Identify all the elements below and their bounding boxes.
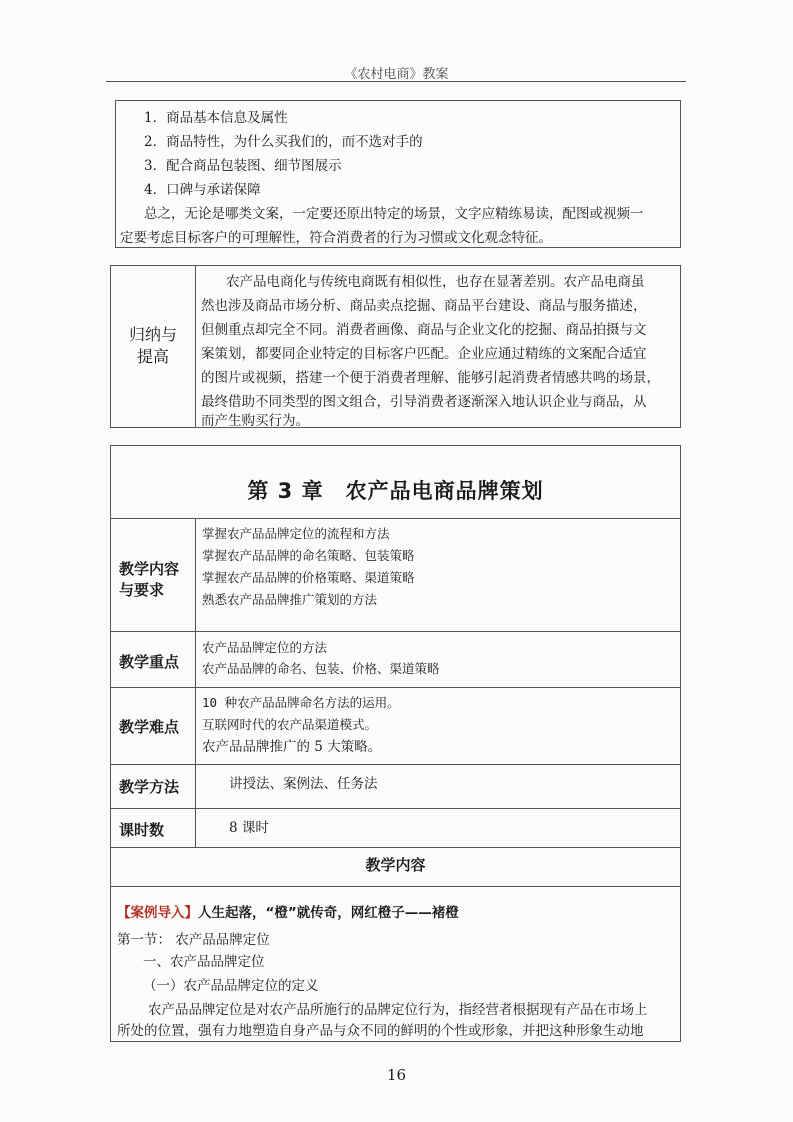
chapter-title: 第 3 章 农产品电商品牌策划 xyxy=(247,479,544,503)
list-item: 3．配合商品包装图、细节图展示 xyxy=(144,158,342,174)
row-divider xyxy=(111,808,680,809)
hours-label: 课时数 xyxy=(119,821,165,839)
focus-item: 农产品品牌定位的方法 xyxy=(202,640,328,655)
row-divider xyxy=(111,764,680,765)
list-item: 4．口碑与承诺保障 xyxy=(144,182,261,198)
conclusion-line: 最终借助不同类型的图文组合，引导消费者逐渐深入地认识企业与商品，从 xyxy=(201,394,647,410)
focus-item: 农产品品牌的命名、包装、价格、渠道策略 xyxy=(202,661,440,676)
chapter-table xyxy=(110,445,681,1042)
conclusion-divider xyxy=(195,266,196,427)
difficulty-item: 10 种农产品品牌命名方法的运用。 xyxy=(202,695,400,710)
method-value: 讲授法、案例法、任务法 xyxy=(229,776,378,792)
conclusion-line: 农产品电商化与传统电商既有相似性，也存在显著差别。农产品电商虽 xyxy=(226,274,645,290)
list-item: 2．商品特性，为什么买我们的，而不选对手的 xyxy=(144,134,423,150)
content-label-line2: 与要求 xyxy=(119,581,165,599)
row-divider xyxy=(111,518,680,519)
focus-label: 教学重点 xyxy=(119,653,180,671)
case-intro-tag: 【案例导入】 xyxy=(117,905,198,921)
case-intro xyxy=(117,901,459,921)
conclusion-line: 而产生购买行为。 xyxy=(201,413,309,429)
difficulty-label: 教学难点 xyxy=(119,718,180,736)
body-line: 农产品品牌定位是对农产品所施行的品牌定位行为，指经营者根据现有产品在市场上 xyxy=(148,1002,648,1018)
conclusion-line: 案策划，都要同企业特定的目标客户匹配。企业应通过精练的文案配合适宜 xyxy=(201,346,647,362)
row-divider xyxy=(111,886,680,887)
label-column-divider xyxy=(195,518,196,847)
conclusion-box xyxy=(110,265,681,428)
subsection-title: 一、农产品品牌定位 xyxy=(143,954,265,970)
content-item: 掌握农产品品牌的价格策略、渠道策略 xyxy=(202,570,415,585)
content-section-header: 教学内容 xyxy=(365,856,426,874)
conclusion-label xyxy=(111,324,195,368)
hours-value: 8 课时 xyxy=(229,820,269,836)
conclusion-label-line1: 归纳与 xyxy=(128,325,177,344)
row-divider xyxy=(111,847,680,848)
method-label: 教学方法 xyxy=(119,778,180,796)
content-label-line1: 教学内容 xyxy=(119,560,180,578)
page-number: 16 xyxy=(386,1066,407,1084)
page-header-title: 《农村电商》教案 xyxy=(344,67,449,82)
header-rule xyxy=(106,81,686,82)
summary-line: 总之，无论是哪类文案，一定要还原出特定的场景，文字应精练易读，配图或视频一 xyxy=(144,206,644,222)
top-section-box xyxy=(115,100,681,248)
list-item: 1．商品基本信息及属性 xyxy=(144,110,288,126)
case-intro-title: 人生起落，“橙”就传奇，网红橙子——褚橙 xyxy=(198,905,459,921)
subsection-title: （一）农产品品牌定位的定义 xyxy=(143,978,319,994)
body-line: 所处的位置，强有力地塑造自身产品与众不同的鲜明的个性或形象，并把这种形象生动地 xyxy=(117,1023,644,1039)
conclusion-line: 但侧重点却完全不同。消费者画像、商品与企业文化的挖掘、商品拍摄与文 xyxy=(201,322,647,338)
difficulty-item: 互联网时代的农产品渠道模式。 xyxy=(202,717,378,732)
conclusion-line: 的图片或视频，搭建一个便于消费者理解、能够引起消费者情感共鸣的场景， xyxy=(201,370,660,386)
summary-line: 定要考虑目标客户的可理解性，符合消费者的行为习惯或文化观念特征。 xyxy=(120,230,552,246)
conclusion-line: 然也涉及商品市场分析、商品卖点挖掘、商品平台建设、商品与服务描述， xyxy=(201,298,647,314)
content-item: 掌握农产品品牌的命名策略、包装策略 xyxy=(202,548,415,563)
conclusion-label-line2: 提高 xyxy=(136,347,169,366)
difficulty-item: 农产品品牌推广的 5 大策略。 xyxy=(202,739,382,755)
row-divider xyxy=(111,687,680,688)
section-title: 第一节： 农产品品牌定位 xyxy=(117,932,270,948)
row-divider xyxy=(111,631,680,632)
content-item: 熟悉农产品品牌推广策划的方法 xyxy=(202,592,378,607)
content-label xyxy=(119,559,179,601)
content-item: 掌握农产品品牌定位的流程和方法 xyxy=(202,526,390,541)
